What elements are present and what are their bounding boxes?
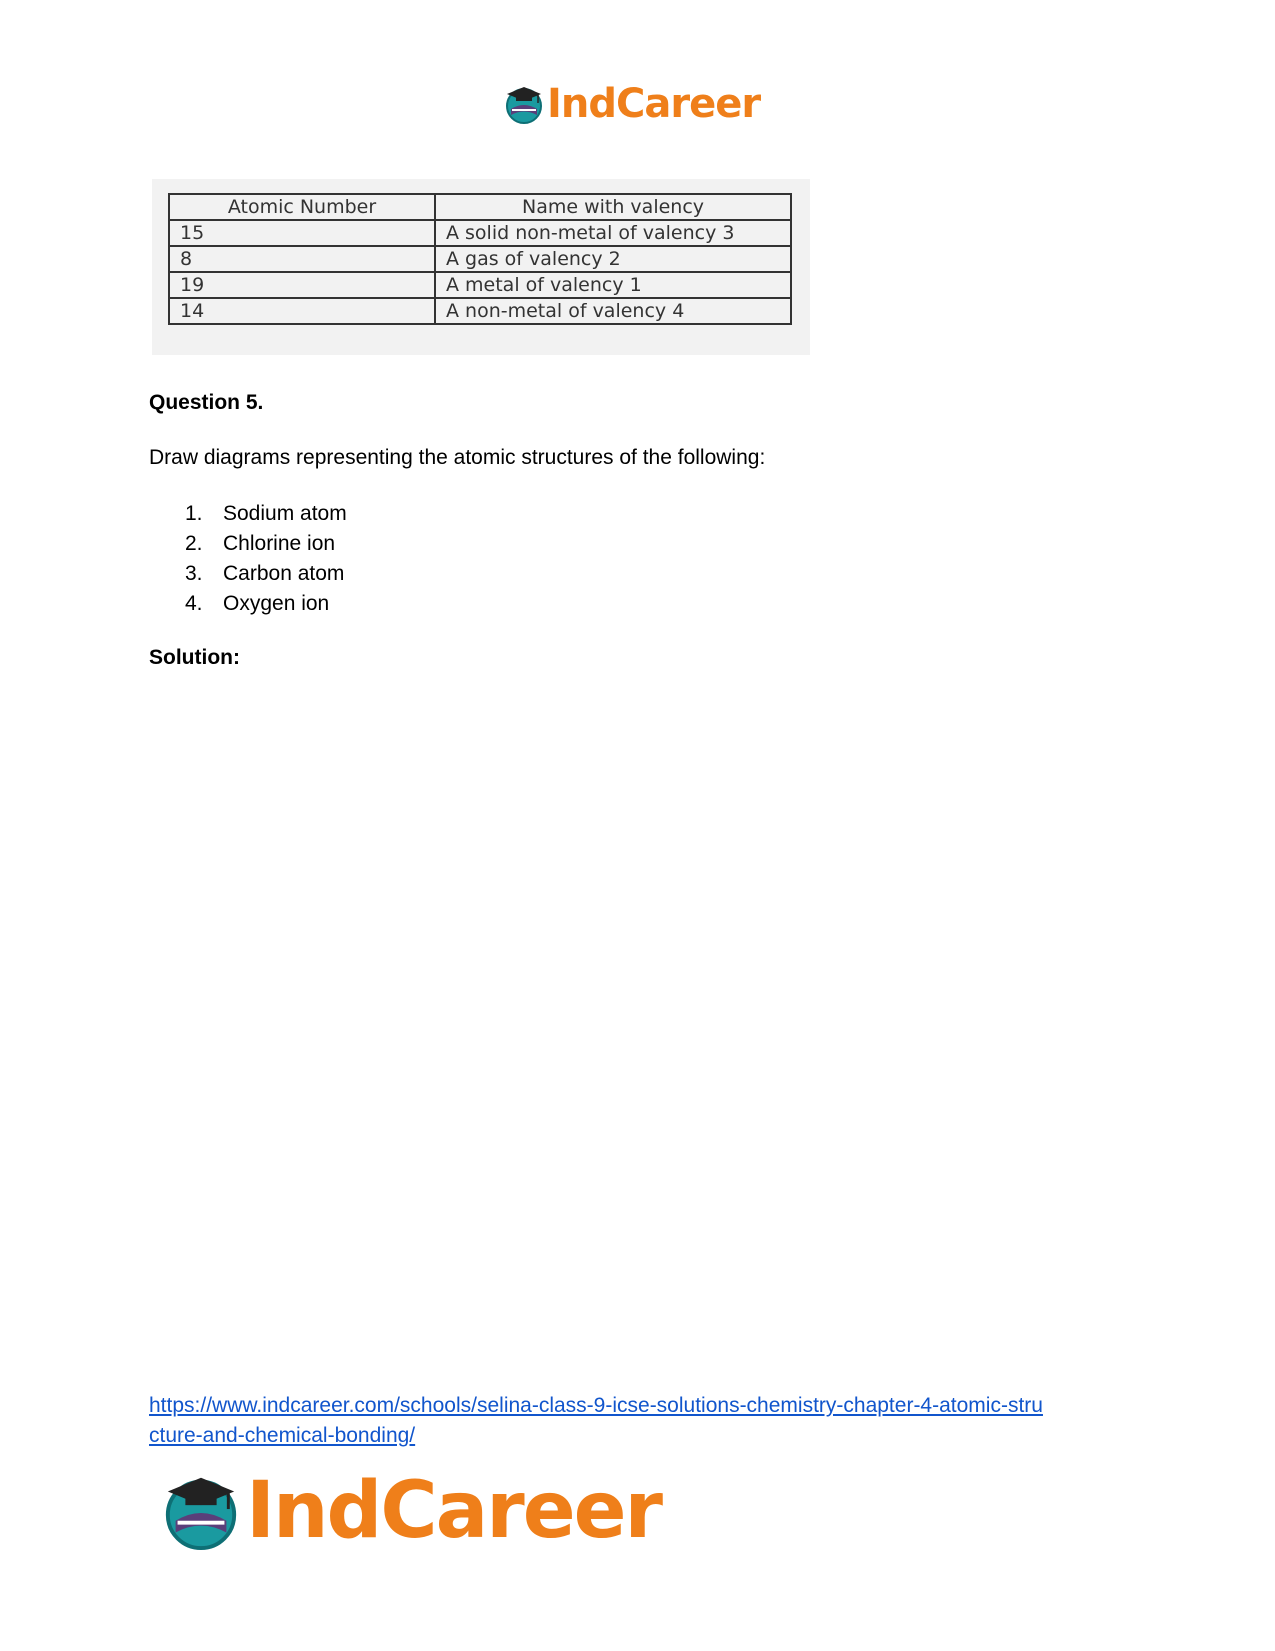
list-item-label: Carbon atom — [223, 562, 345, 585]
list-item — [149, 559, 347, 589]
table-row — [169, 272, 791, 298]
logo-wordmark: IndCareer — [547, 81, 761, 127]
list-item-number: 1. — [185, 502, 203, 525]
question-heading: Question 5. — [149, 391, 264, 414]
solution-heading: Solution: — [149, 646, 240, 669]
globe-graduation-cap-icon — [160, 1470, 242, 1552]
list-item — [149, 529, 347, 559]
valency-table-figure — [152, 179, 810, 355]
list-item-label: Chlorine ion — [223, 532, 336, 555]
list-item-label: Oxygen ion — [223, 592, 330, 615]
list-item — [149, 499, 347, 529]
url-line-1: https://www.indcareer.com/schools/selina-class-9-icse-solutions-chemistry-chapter-4-atomic-stru — [149, 1394, 1043, 1417]
question-text: Draw diagrams representing the atomic structures of the following: — [149, 446, 766, 469]
list-item-number: 3. — [185, 562, 203, 585]
header-logo — [503, 80, 760, 128]
table-row — [169, 220, 791, 246]
footer-logo — [160, 1466, 661, 1556]
atomic-number-cell: 15 — [169, 220, 435, 246]
column-header-name-with-valency: Name with valency — [435, 194, 791, 220]
table-row — [169, 298, 791, 324]
atomic-number-cell: 8 — [169, 246, 435, 272]
list-item-number: 4. — [185, 592, 203, 615]
question-item-list — [149, 499, 347, 619]
valency-name-cell: A metal of valency 1 — [435, 272, 791, 298]
source-url-link[interactable] — [149, 1391, 1139, 1451]
url-line-2: cture-and-chemical-bonding/ — [149, 1424, 416, 1447]
valency-table — [168, 193, 792, 325]
list-item — [149, 589, 347, 619]
valency-name-cell: A non-metal of valency 4 — [435, 298, 791, 324]
table-header-row — [169, 194, 791, 220]
atomic-number-cell: 14 — [169, 298, 435, 324]
valency-name-cell: A gas of valency 2 — [435, 246, 791, 272]
atomic-number-cell: 19 — [169, 272, 435, 298]
column-header-atomic-number: Atomic Number — [169, 194, 435, 220]
logo-wordmark: IndCareer — [246, 1466, 661, 1556]
list-item-number: 2. — [185, 532, 203, 555]
globe-graduation-cap-icon — [503, 83, 545, 125]
valency-name-cell: A solid non-metal of valency 3 — [435, 220, 791, 246]
list-item-label: Sodium atom — [223, 502, 347, 525]
table-row — [169, 246, 791, 272]
